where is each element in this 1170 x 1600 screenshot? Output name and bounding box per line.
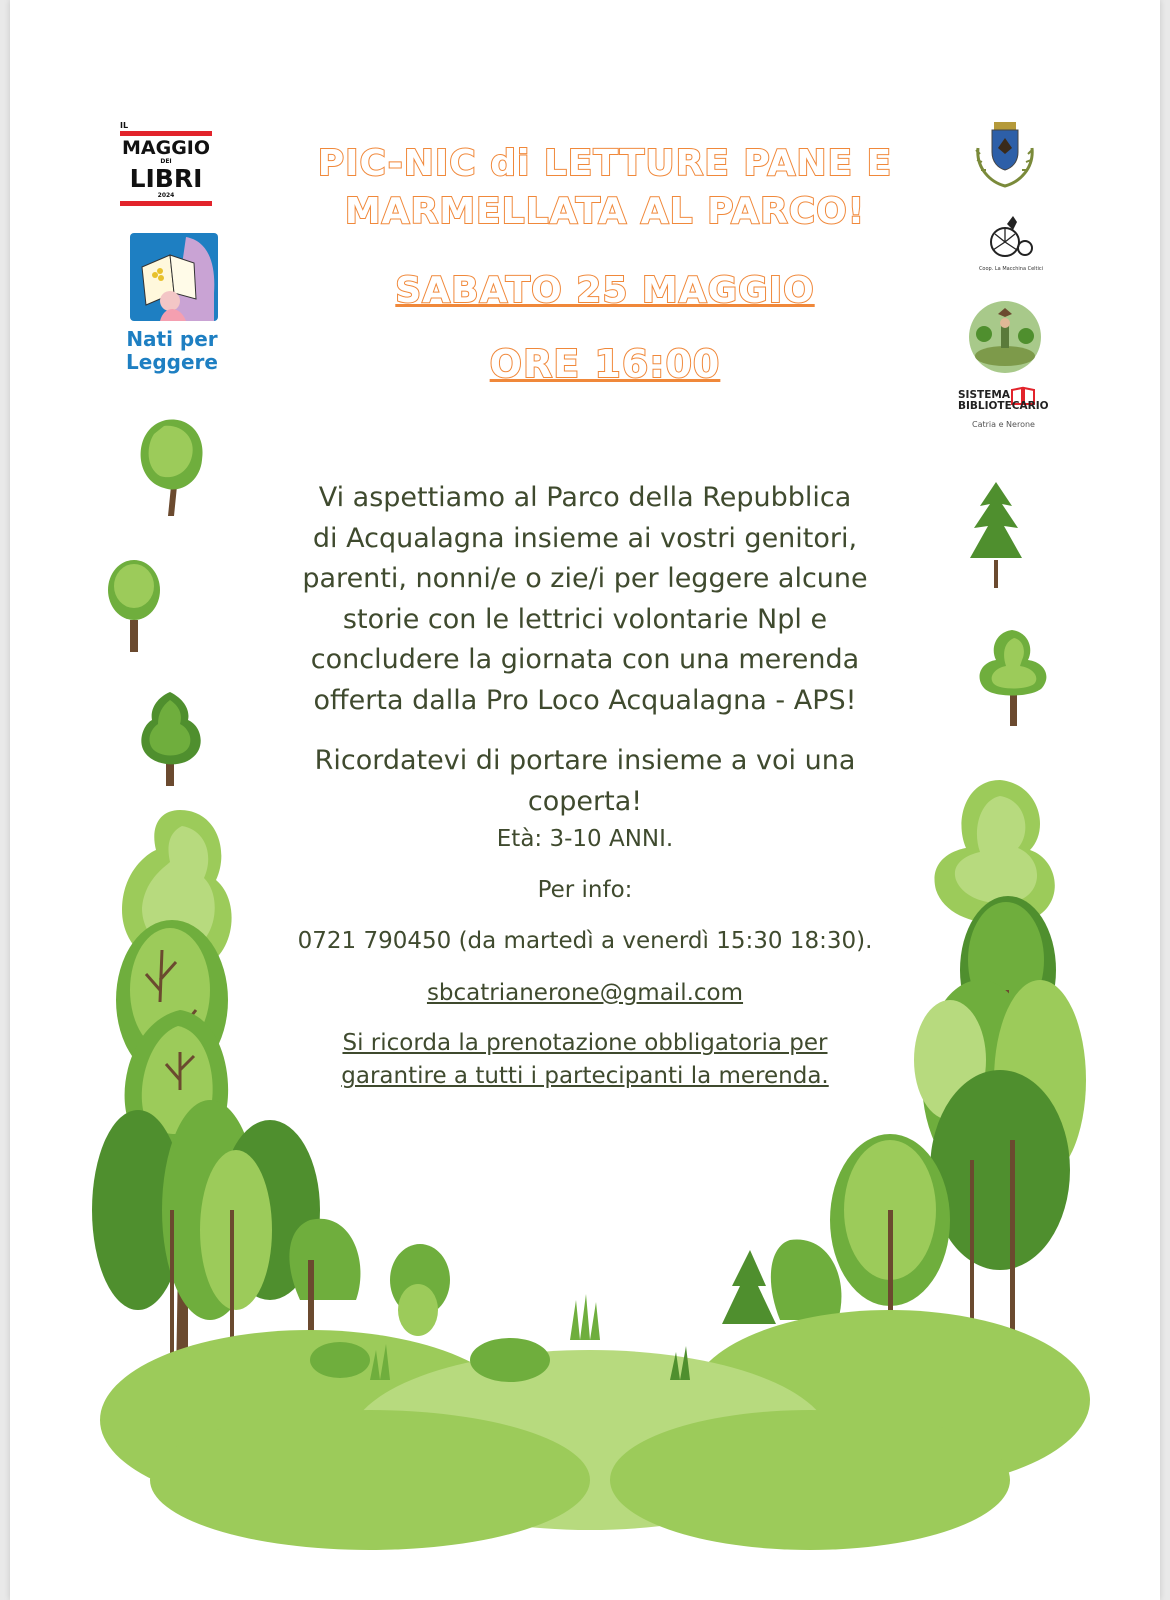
paragraph-line: parenti, nonni/e o zie/i per leggere alcune	[302, 563, 868, 594]
paragraph-line: storie con le lettrici volontarie Npl e	[342, 603, 828, 635]
sb-line2: BIBLIOTECARIO	[958, 400, 1049, 412]
maggio-dei-libri-logo	[120, 122, 212, 206]
sb-subtitle: Catria e Nerone	[972, 420, 1035, 429]
title-line2: MARMELLATA AL PARCO!	[344, 191, 866, 232]
paragraph-line: Vi aspettiamo al Parco della Repubblica	[318, 482, 852, 513]
nati-per-leggere-text	[122, 328, 222, 374]
email-link[interactable]: sbcatrianerone@gmail.com	[426, 980, 744, 1006]
park-landscape-illustration	[10, 740, 1160, 1600]
park-circle-logo-icon	[968, 300, 1042, 374]
title-line1: PIC-NIC di LETTURE PANE E	[317, 143, 893, 184]
logo-il-text: IL	[120, 121, 129, 130]
info-label: Per info:	[537, 877, 633, 903]
note-line: garantire a tutti i partecipanti la merenda.	[341, 1063, 829, 1089]
event-time: ORE 16:00	[489, 342, 721, 386]
invitation-paragraph	[250, 478, 920, 721]
reminder-line: Ricordatevi di portare insieme a voi una	[314, 745, 856, 776]
paragraph-line: concludere la giornata con una merenda	[310, 644, 860, 675]
sistema-bibliotecario-logo	[958, 390, 1049, 412]
nati-per-leggere-logo-icon	[130, 233, 218, 321]
logo-red-bar-top	[120, 131, 212, 136]
age-range: Età: 3-10 ANNI.	[496, 826, 674, 852]
logo-dei-text: DEI	[160, 158, 172, 165]
note-line: Si ricorda la prenotazione obbligatoria per	[342, 1030, 828, 1056]
pine-tree-icon	[966, 480, 1026, 590]
flyer-page	[10, 0, 1160, 1600]
tree-icon	[972, 626, 1056, 728]
municipality-coat-of-arms-icon	[972, 118, 1038, 190]
reminder-line: coperta!	[527, 786, 643, 817]
tree-icon	[104, 560, 170, 654]
cooperative-logo-text: Coop. La Macchina Celtici	[978, 266, 1044, 272]
tree-icon	[130, 416, 210, 518]
logo-year-text: 2024	[157, 192, 175, 199]
event-date: SABATO 25 MAGGIO	[395, 270, 815, 311]
logo-maggio-text: MAGGIO	[121, 137, 211, 159]
npl-line2: Leggere	[126, 350, 218, 374]
paragraph-line: di Acqualagna insieme ai vostri genitori,	[312, 522, 858, 554]
npl-line1: Nati per	[126, 327, 218, 351]
cooperative-logo-icon	[985, 212, 1035, 260]
sb-line1: SISTEMA	[958, 389, 1010, 401]
phone-info: 0721 790450 (da martedì a venerdì 15:30 18:30).	[297, 928, 873, 954]
paragraph-line: offerta dalla Pro Loco Acqualagna - APS!	[313, 684, 857, 716]
logo-red-bar-bottom	[120, 201, 212, 206]
logo-libri-text: LIBRI	[129, 164, 203, 193]
